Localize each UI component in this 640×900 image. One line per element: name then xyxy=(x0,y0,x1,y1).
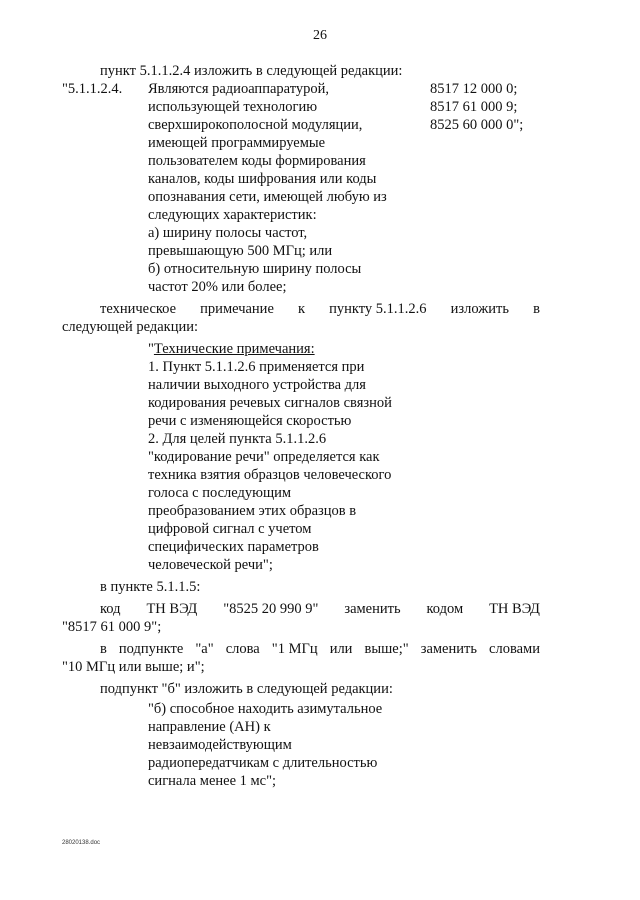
word: примечание xyxy=(200,301,274,317)
tech-notes-heading xyxy=(148,340,315,358)
word: ТН ВЭД xyxy=(146,601,198,617)
word: или xyxy=(329,641,353,657)
tech-note-line: голоса с последующим xyxy=(148,485,292,501)
in-item-5-1-1-5: в пункте 5.1.1.5: xyxy=(100,579,201,595)
word: изложить xyxy=(450,301,510,317)
tech-notes-heading-text: Технические примечания: xyxy=(153,341,315,357)
word: в xyxy=(100,641,107,657)
open-quote: " xyxy=(148,341,154,357)
item-text-line: превышающую 500 МГц; или xyxy=(148,243,333,259)
tech-note-line: 2. Для целей пункта 5.1.1.2.6 xyxy=(148,431,327,447)
tn-ved-code: 8525 60 000 0"; xyxy=(430,117,524,133)
word: код xyxy=(100,601,121,617)
tech-note-line: человеческой речи"; xyxy=(148,557,273,573)
tech-note-line: преобразованием этих образцов в xyxy=(148,503,357,519)
code-replace-line xyxy=(100,600,540,618)
item-text-line: имеющей программируемые xyxy=(148,135,326,151)
item-text-line: опознавания сети, имеющей любую из xyxy=(148,189,387,205)
item-text-line: следующих характеристик: xyxy=(148,207,317,223)
word: словами xyxy=(489,641,540,657)
word: "а" xyxy=(195,641,214,657)
item-text-line: использующей технологию xyxy=(148,99,318,115)
word: кодом xyxy=(426,601,464,617)
item-text-line: а) ширину полосы частот, xyxy=(148,225,308,241)
word: пункту 5.1.1.2.6 xyxy=(329,301,427,317)
subitem-a-line xyxy=(100,640,540,658)
word: техническое xyxy=(100,301,177,317)
item-text-line: сверхширокополосной модуляции, xyxy=(148,117,363,133)
subitem-a-continuation: "10 МГц или выше; и"; xyxy=(62,659,205,675)
code-replace-continuation: "8517 61 000 9"; xyxy=(62,619,162,635)
word: выше;" xyxy=(364,641,409,657)
tech-note-line: специфических параметров xyxy=(148,539,319,555)
subitem-b-line: радиопередатчикам с длительностью xyxy=(148,755,378,771)
word: к xyxy=(298,301,306,317)
tech-note-line: "кодирование речи" определяется как xyxy=(148,449,380,465)
item-text-line: каналов, коды шифрования или коды xyxy=(148,171,377,187)
item-text-line: частот 20% или более; xyxy=(148,279,287,295)
subitem-b-line: "б) способное находить азимутальное xyxy=(148,701,383,717)
tech-note-line: цифровой сигнал с учетом xyxy=(148,521,312,537)
item-text-line: пользователем коды формирования xyxy=(148,153,366,169)
subitem-b-line: невзаимодействующим xyxy=(148,737,292,753)
intro-line: пункт 5.1.1.2.4 изложить в следующей редакции: xyxy=(100,63,403,79)
word: "8525 20 990 9" xyxy=(223,601,319,617)
tech-note-line: речи с изменяющейся скоростью xyxy=(148,413,352,429)
word: в xyxy=(533,301,540,317)
item-number: "5.1.1.2.4. xyxy=(62,81,123,97)
word: заменить xyxy=(420,641,477,657)
item-text-line: б) относительную ширину полосы xyxy=(148,261,362,277)
tech-note-line: техника взятия образцов человеческого xyxy=(148,467,392,483)
tech-note-intro-continuation: следующей редакции: xyxy=(62,319,199,335)
tn-ved-code: 8517 12 000 0; xyxy=(430,81,518,97)
tech-note-intro-line xyxy=(100,300,540,318)
page-number: 26 xyxy=(313,28,327,43)
word: "1 МГц xyxy=(271,641,318,657)
subitem-b-line: направление (АН) к xyxy=(148,719,271,735)
subitem-b-line: сигнала менее 1 мс"; xyxy=(148,773,277,789)
tech-note-line: наличии выходного устройства для xyxy=(148,377,366,393)
tech-note-line: кодирования речевых сигналов связной xyxy=(148,395,392,411)
tech-note-line: 1. Пункт 5.1.1.2.6 применяется при xyxy=(148,359,365,375)
word: слова xyxy=(225,641,260,657)
subitem-b-intro: подпункт "б" изложить в следующей редакции: xyxy=(100,681,393,697)
tn-ved-code: 8517 61 000 9; xyxy=(430,99,518,115)
item-text-line: Являются радиоаппаратурой, xyxy=(148,81,329,97)
word: ТН ВЭД xyxy=(489,601,540,617)
footer-file-reference: 28020138.doc xyxy=(62,840,101,846)
word: заменить xyxy=(344,601,401,617)
word: подпункте xyxy=(118,641,184,657)
